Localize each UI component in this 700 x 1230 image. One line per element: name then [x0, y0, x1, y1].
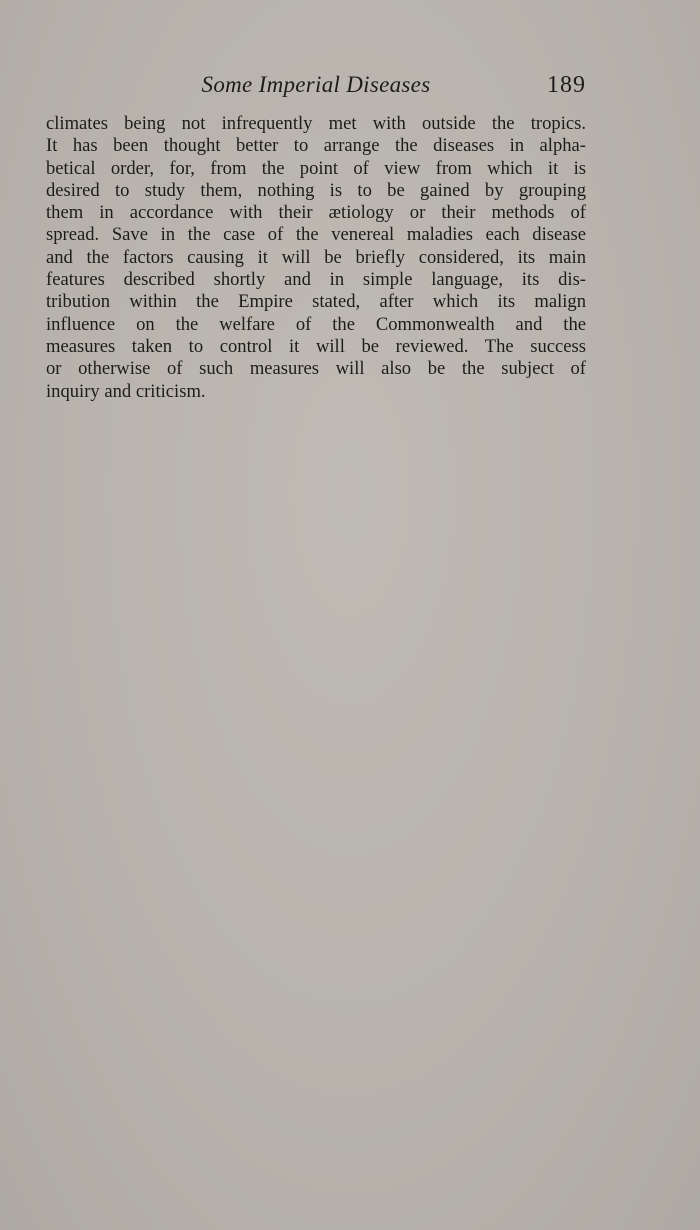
text-line: them in accordance with their ætiology or their methods of [46, 202, 586, 224]
running-head [46, 72, 586, 106]
text-line: and the factors causing it will be briefly considered, its main [46, 246, 586, 268]
text-line: measures taken to control it will be reviewed. The success [46, 335, 586, 357]
text-line: desired to study them, nothing is to be gained by grouping [46, 179, 586, 201]
page-number: 189 [547, 72, 586, 98]
body-paragraph [46, 113, 586, 403]
running-title: Some Imperial Diseases [201, 72, 431, 97]
text-line: influence on the welfare of the Commonwealth and the [46, 313, 586, 335]
text-line: betical order, for, from the point of view from which it is [46, 157, 586, 179]
text-line: or otherwise of such measures will also be the subject of [46, 358, 586, 380]
text-line: tribution within the Empire stated, after which its malign [46, 291, 586, 313]
text-line: It has been thought better to arrange the diseases in alpha- [46, 135, 586, 157]
text-line: spread. Save in the case of the venereal maladies each disease [46, 224, 586, 246]
text-line: inquiry and criticism. [46, 380, 206, 402]
text-line: features described shortly and in simple language, its dis- [46, 269, 586, 291]
text-line: climates being not infrequently met with outside the tropics. [46, 113, 586, 134]
